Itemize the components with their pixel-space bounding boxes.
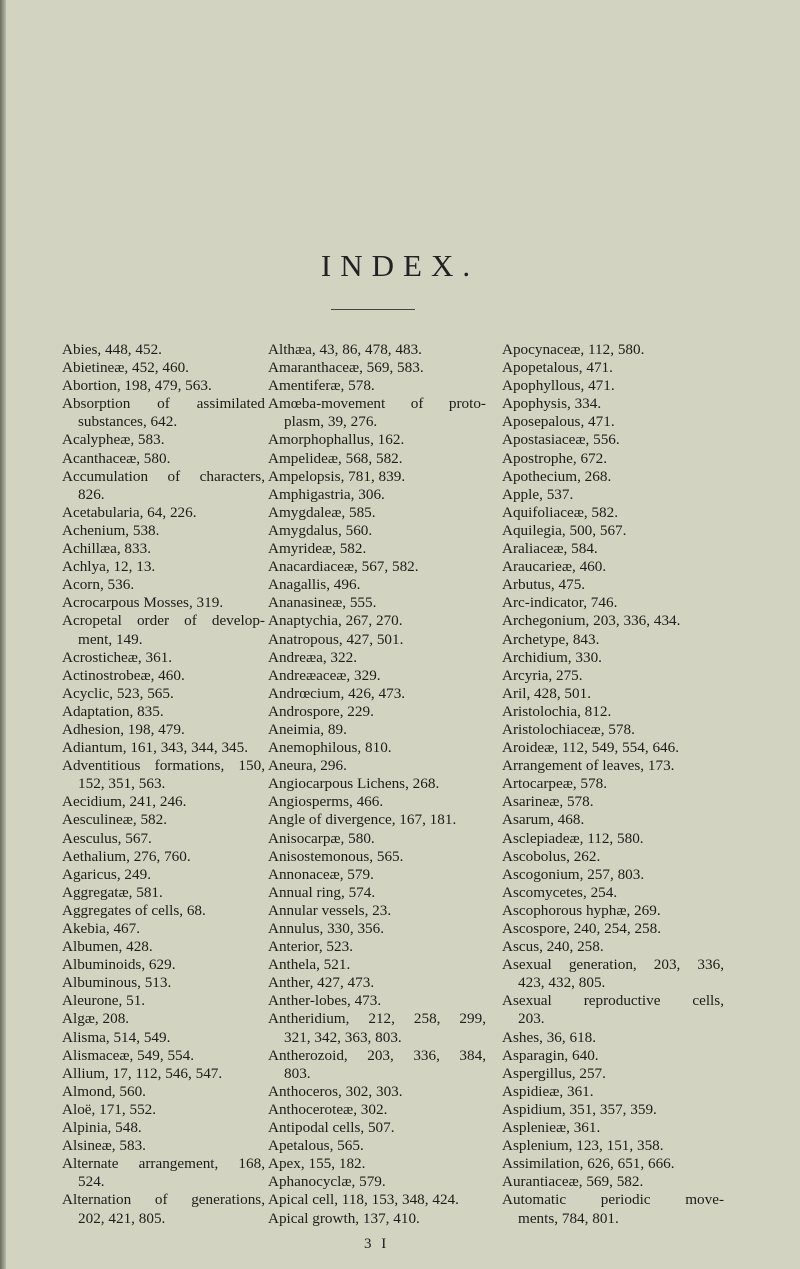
index-entry-heading: Antheridium, 212, 258, 299, [268,1010,486,1028]
index-entry [268,739,486,757]
index-entry [268,920,486,938]
index-entry-continuation: 321, 342, 363, 803. [284,1028,402,1046]
index-entry-heading: Amphigastria, 306. [268,485,385,503]
index-entry-heading: Araliaceæ, 584. [502,540,598,558]
index-entry [502,359,724,377]
index-entry-heading: Acalypheæ, 583. [62,431,165,449]
index-entry-heading: Archidium, 330. [502,648,602,666]
index-entry-heading: Andreæaceæ, 329. [268,666,381,684]
index-entry [268,1137,486,1155]
index-entry-heading: Annulus, 330, 356. [268,920,385,937]
index-entry-heading: Anther-lobes, 473. [268,992,382,1010]
index-entry [502,811,724,829]
index-entry-heading: Alsineæ, 583. [62,1137,146,1155]
index-entry [502,594,724,612]
index-entry-heading: Aggregatæ, 581. [62,883,163,901]
index-entry-heading: Annonaceæ, 579. [268,865,374,883]
index-entry-heading: Acyclic, 523, 565. [62,684,174,702]
index-entry-heading: Anisostemonous, 565. [268,847,404,865]
signature-mark: 3 I [364,1236,390,1252]
index-column-2 [268,341,486,1228]
index-entry [268,1047,486,1083]
index-entry [268,431,486,449]
index-entry-heading: Andrœcium, 426, 473. [268,684,406,702]
index-entry [268,1155,486,1173]
index-entry-heading: Angiocarpous Lichens, 268. [268,775,440,793]
index-entry-heading: Abies, 448, 452. [62,341,162,358]
index-entry-heading: Aspidieæ, 361. [502,1082,594,1100]
index-entry-continuation: 803. [284,1064,311,1082]
index-entry-heading: Adventitious formations, 150, [62,757,265,775]
index-entry [268,1119,486,1137]
index-entry-heading: Aesculineæ, 582. [62,811,168,829]
index-entry-heading: Antipodal cells, 507. [268,1119,395,1137]
index-entry [62,1191,265,1227]
index-entry-heading: Aloë, 171, 552. [62,1100,157,1118]
index-entry-heading: Alismaceæ, 549, 554. [62,1046,195,1064]
index-entry [268,612,486,630]
index-entry-heading: Alisma, 514, 549. [62,1028,171,1046]
index-entry [268,450,486,468]
index-entry [62,974,265,992]
index-entry-heading: Aspidium, 351, 357, 359. [502,1100,657,1118]
index-entry [502,920,724,938]
index-entry [62,377,265,395]
index-entry [62,1029,265,1047]
index-entry-heading: Aspergillus, 257. [502,1064,606,1082]
index-entry-heading: Abietineæ, 452, 460. [62,359,189,377]
index-entry [62,594,265,612]
index-entry [268,902,486,920]
index-entry-heading: Acanthaceæ, 580. [62,449,171,467]
index-entry [502,757,724,775]
index-entry-heading: Ascogonium, 257, 803. [502,865,645,883]
index-entry-continuation: ments, 784, 801. [518,1209,619,1227]
index-entry [502,1101,724,1119]
index-entry-heading: Aurantiaceæ, 569, 582. [502,1173,644,1191]
index-entry [502,1065,724,1083]
index-entry [268,866,486,884]
index-entry-heading: Apple, 537. [502,485,574,503]
index-entry-heading: Arbutus, 475. [502,576,586,594]
index-entry-heading: Annular vessels, 23. [268,901,392,919]
index-entry-heading: Absorption of assimilated [62,395,265,413]
index-entry-continuation: 423, 432, 805. [518,974,606,992]
index-entry-heading: Almond, 560. [62,1082,146,1100]
index-entry [268,395,486,431]
index-entry-heading: Aggregates of cells, 68. [62,901,206,919]
index-entry [268,1173,486,1191]
index-entry [62,359,265,377]
index-entry [62,703,265,721]
index-entry [502,902,724,920]
index-entry-heading: Amygdaleæ, 585. [268,503,376,521]
index-entry [62,902,265,920]
index-entry [502,1137,724,1155]
index-entry [268,377,486,395]
index-entry [502,721,724,739]
index-entry [502,1191,724,1227]
index-entry-heading: Anacardiaceæ, 567, 582. [268,558,419,576]
index-entry-heading: Althæa, 43, 86, 478, 483. [268,341,422,358]
index-entry [62,667,265,685]
index-entry [62,504,265,522]
index-entry [502,431,724,449]
index-entry [268,522,486,540]
index-entry [268,992,486,1010]
index-entry [502,468,724,486]
index-entry [62,1101,265,1119]
index-entry-heading: Anemophilous, 810. [268,739,392,757]
index-entry [502,1029,724,1047]
index-entry [62,938,265,956]
index-entry [62,1047,265,1065]
index-entry [502,522,724,540]
index-entry-heading: Adaptation, 835. [62,702,164,720]
index-entry [268,540,486,558]
index-entry-heading: Amaranthaceæ, 569, 583. [268,359,424,377]
index-entry-heading: Aneimia, 89. [268,720,347,738]
index-entry [502,685,724,703]
index-entry [502,830,724,848]
index-entry [502,1047,724,1065]
index-entry-heading: Akebia, 467. [62,920,141,937]
index-entry-heading: Artocarpeæ, 578. [502,775,608,793]
index-entry-heading: Apostasiaceæ, 556. [502,431,620,449]
index-entry [62,341,265,359]
index-entry [62,757,265,793]
index-entry-heading: Asparagin, 640. [502,1046,599,1064]
index-entry [268,685,486,703]
index-column-1 [62,341,265,1228]
index-entry [502,649,724,667]
index-entry-continuation: 524. [78,1173,105,1191]
index-entry-heading: Abortion, 198, 479, 563. [62,377,212,395]
index-entry [502,631,724,649]
index-entry-heading: Ashes, 36, 618. [502,1028,597,1046]
index-entry [268,486,486,504]
index-entry [502,866,724,884]
index-entry [62,739,265,757]
index-entry-heading: Anthoceroteæ, 302. [268,1100,388,1118]
book-spine-edge [0,0,6,1269]
index-entry [268,558,486,576]
index-entry [62,811,265,829]
index-entry-heading: Apophysis, 334. [502,395,602,413]
index-entry-heading: Aquilegia, 500, 567. [502,521,627,539]
index-entry-heading: Asexual generation, 203, 336, [502,956,724,974]
index-entry-heading: Apostrophe, 672. [502,449,608,467]
index-entry-heading: Apopetalous, 471. [502,359,613,377]
index-entry-heading: Apocynaceæ, 112, 580. [502,341,645,358]
index-entry-heading: Ampelideæ, 568, 582. [268,449,403,467]
index-entry [62,450,265,468]
index-entry [62,540,265,558]
page-title: INDEX. [320,248,480,283]
index-entry-continuation: 152, 351, 563. [78,775,166,793]
index-entry-heading: Antherozoid, 203, 336, 384, [268,1046,486,1064]
index-entry [62,1155,265,1191]
index-entry [62,468,265,504]
index-entry-heading: Aecidium, 241, 246. [62,793,187,811]
index-entry-heading: Anisocarpæ, 580. [268,829,375,847]
index-entry [62,1137,265,1155]
index-entry [62,1083,265,1101]
index-entry-heading: Automatic periodic move- [502,1191,724,1209]
index-entry-heading: Allium, 17, 112, 546, 547. [62,1064,223,1082]
index-entry [62,956,265,974]
index-entry-heading: Ascophorous hyphæ, 269. [502,901,661,919]
index-entry-heading: Apical growth, 137, 410. [268,1209,420,1227]
index-entry-heading: Apetalous, 565. [268,1137,364,1155]
index-entry [62,920,265,938]
index-entry [502,956,724,992]
index-entry [268,1083,486,1101]
index-entry [62,649,265,667]
index-entry [268,884,486,902]
index-entry [502,703,724,721]
index-entry [268,468,486,486]
index-entry [502,1155,724,1173]
index-entry-heading: Achenium, 538. [62,521,160,539]
index-entry [268,848,486,866]
index-entry-heading: Apothecium, 268. [502,467,612,485]
index-entry-heading: Acetabularia, 64, 226. [62,503,197,521]
index-entry-heading: Albuminous, 513. [62,974,172,992]
index-entry-heading: Adiantum, 161, 343, 344, 345. [62,739,249,757]
index-entry-heading: Aesculus, 567. [62,829,152,847]
index-entry-heading: Alternation of generations, [62,1191,265,1209]
index-entry [62,685,265,703]
index-entry-heading: Angiosperms, 466. [268,793,384,811]
index-entry-heading: Ascus, 240, 258. [502,938,604,956]
index-entry [502,504,724,522]
index-entry [268,775,486,793]
index-entry-heading: Arc-indicator, 746. [502,594,618,612]
index-entry-heading: Anther, 427, 473. [268,974,375,992]
index-entry [502,377,724,395]
index-entry-heading: Anatropous, 427, 501. [268,630,404,648]
index-entry [502,848,724,866]
index-entry-heading: Acropetal order of develop- [62,612,265,630]
index-entry-heading: Amyrideæ, 582. [268,540,367,558]
index-entry-heading: Amœba-movement of proto- [268,395,486,413]
index-entry [502,667,724,685]
index-entry [62,576,265,594]
index-entry [268,1191,486,1209]
index-entry [268,757,486,775]
index-entry-heading: Annual ring, 574. [268,883,376,901]
index-entry-heading: Archetype, 843. [502,630,600,648]
index-entry-heading: Alternate arrangement, 168, [62,1155,265,1173]
index-entry [502,1119,724,1137]
index-entry-heading: Ascomycetes, 254. [502,883,618,901]
index-entry-heading: Asplenium, 123, 151, 358. [502,1137,664,1155]
index-entry-heading: Asplenieæ, 361. [502,1119,601,1137]
index-entry-heading: Aethalium, 276, 760. [62,847,191,865]
index-entry-heading: Aphanocyclæ, 579. [268,1173,386,1191]
index-entry-heading: Apophyllous, 471. [502,377,615,395]
index-entry-heading: Ascospore, 240, 254, 258. [502,920,662,937]
index-entry-heading: Albuminoids, 629. [62,956,176,974]
index-entry [268,576,486,594]
index-entry-heading: Acorn, 536. [62,576,135,594]
index-entry [268,649,486,667]
index-entry [502,558,724,576]
index-entry [502,775,724,793]
index-entry [62,793,265,811]
index-entry [62,1010,265,1028]
index-entry-continuation: 202, 421, 805. [78,1209,166,1227]
index-entry [62,884,265,902]
index-entry [502,1173,724,1191]
index-entry [62,848,265,866]
index-entry-heading: Apical cell, 118, 153, 348, 424. [268,1191,459,1209]
index-entry [268,974,486,992]
index-entry-heading: Angle of divergence, 167, 181. [268,811,457,829]
index-entry [502,992,724,1028]
index-entry-heading: Asarineæ, 578. [502,793,594,811]
index-entry-continuation: ment, 149. [78,630,143,648]
index-entry [268,667,486,685]
index-entry [268,811,486,829]
index-entry-heading: Arrangement of leaves, 173. [502,757,675,775]
index-entry [268,504,486,522]
index-entry-heading: Achlya, 12, 13. [62,558,156,576]
index-entry-continuation: 826. [78,485,105,503]
index-entry [268,721,486,739]
index-entry [62,395,265,431]
index-entry-heading: Amentiferæ, 578. [268,377,375,395]
index-entry-heading: Ascobolus, 262. [502,847,601,865]
index-entry [268,594,486,612]
index-entry [268,1010,486,1046]
index-entry-heading: Andreæa, 322. [268,648,357,666]
index-entry [502,450,724,468]
title-divider [331,309,415,310]
index-entry-continuation: plasm, 39, 276. [284,413,378,431]
index-entry-heading: Aristolochia, 812. [502,702,612,720]
index-entry [268,793,486,811]
index-entry-heading: Anthoceros, 302, 303. [268,1082,403,1100]
index-entry [502,486,724,504]
index-entry [502,413,724,431]
index-entry-heading: Androspore, 229. [268,702,374,720]
index-entry-heading: Asarum, 468. [502,811,585,829]
index-entry [62,721,265,739]
index-entry-heading: Aroideæ, 112, 549, 554, 646. [502,739,680,757]
index-entry [268,631,486,649]
index-entry-heading: Assimilation, 626, 651, 666. [502,1155,675,1173]
index-entry [62,1119,265,1137]
index-entry-heading: Actinostrobeæ, 460. [62,666,185,684]
index-entry-heading: Achillæa, 833. [62,540,152,558]
index-entry [268,341,486,359]
index-entry-heading: Aristolochiaceæ, 578. [502,720,635,738]
index-entry-heading: Ampelopsis, 781, 839. [268,467,406,485]
index-entry-heading: Anterior, 523. [268,938,354,956]
index-entry-heading: Amygdalus, 560. [268,521,373,539]
index-entry [268,359,486,377]
index-entry-heading: Anaptychia, 267, 270. [268,612,403,630]
index-entry-heading: Albumen, 428. [62,938,153,956]
index-entry-heading: Acrosticheæ, 361. [62,648,173,666]
index-entry [62,612,265,648]
index-entry-heading: Accumulation of characters, [62,467,265,485]
index-entry [62,558,265,576]
index-entry [62,866,265,884]
index-entry-heading: Anagallis, 496. [268,576,361,594]
index-entry [268,956,486,974]
index-entry-heading: Amorphophallus, 162. [268,431,405,449]
index-entry [502,341,724,359]
index-entry [502,1083,724,1101]
index-entry-heading: Arcyria, 275. [502,666,583,684]
index-entry [268,830,486,848]
index-entry-heading: Aneura, 296. [268,757,347,775]
index-entry-heading: Algæ, 208. [62,1010,130,1028]
index-entry-heading: Acrocarpous Mosses, 319. [62,594,224,612]
index-entry [502,884,724,902]
index-entry-heading: Ananasineæ, 555. [268,594,377,612]
index-entry [502,395,724,413]
index-entry-heading: Aposepalous, 471. [502,413,615,431]
index-entry-heading: Aquifoliaceæ, 582. [502,503,618,521]
index-entry [62,522,265,540]
index-entry-heading: Aleurone, 51. [62,992,146,1010]
index-entry-heading: Alpinia, 548. [62,1119,142,1137]
index-entry [268,1101,486,1119]
index-column-3 [502,341,724,1228]
index-entry-heading: Apex, 155, 182. [268,1155,366,1173]
index-entry-heading: Agaricus, 249. [62,865,151,883]
index-entry [62,830,265,848]
index-entry-heading: Asexual reproductive cells, [502,992,724,1010]
index-entry-heading: Aril, 428, 501. [502,684,592,702]
index-entry-heading: Adhesion, 198, 479. [62,720,185,738]
index-entry [268,938,486,956]
index-entry [502,793,724,811]
index-entry [502,540,724,558]
index-entry [268,1210,486,1228]
index-entry [268,703,486,721]
index-entry [502,938,724,956]
index-entry-heading: Araucarieæ, 460. [502,558,607,576]
index-entry [62,992,265,1010]
index-entry [62,431,265,449]
index-entry-heading: Anthela, 521. [268,956,351,974]
index-entry-heading: Archegonium, 203, 336, 434. [502,612,681,630]
index-entry-heading: Asclepiadeæ, 112, 580. [502,829,644,847]
index-entry [502,739,724,757]
index-entry [62,1065,265,1083]
index-entry-continuation: 203. [518,1010,545,1028]
index-entry [502,612,724,630]
index-entry [502,576,724,594]
index-entry-continuation: substances, 642. [78,413,178,431]
